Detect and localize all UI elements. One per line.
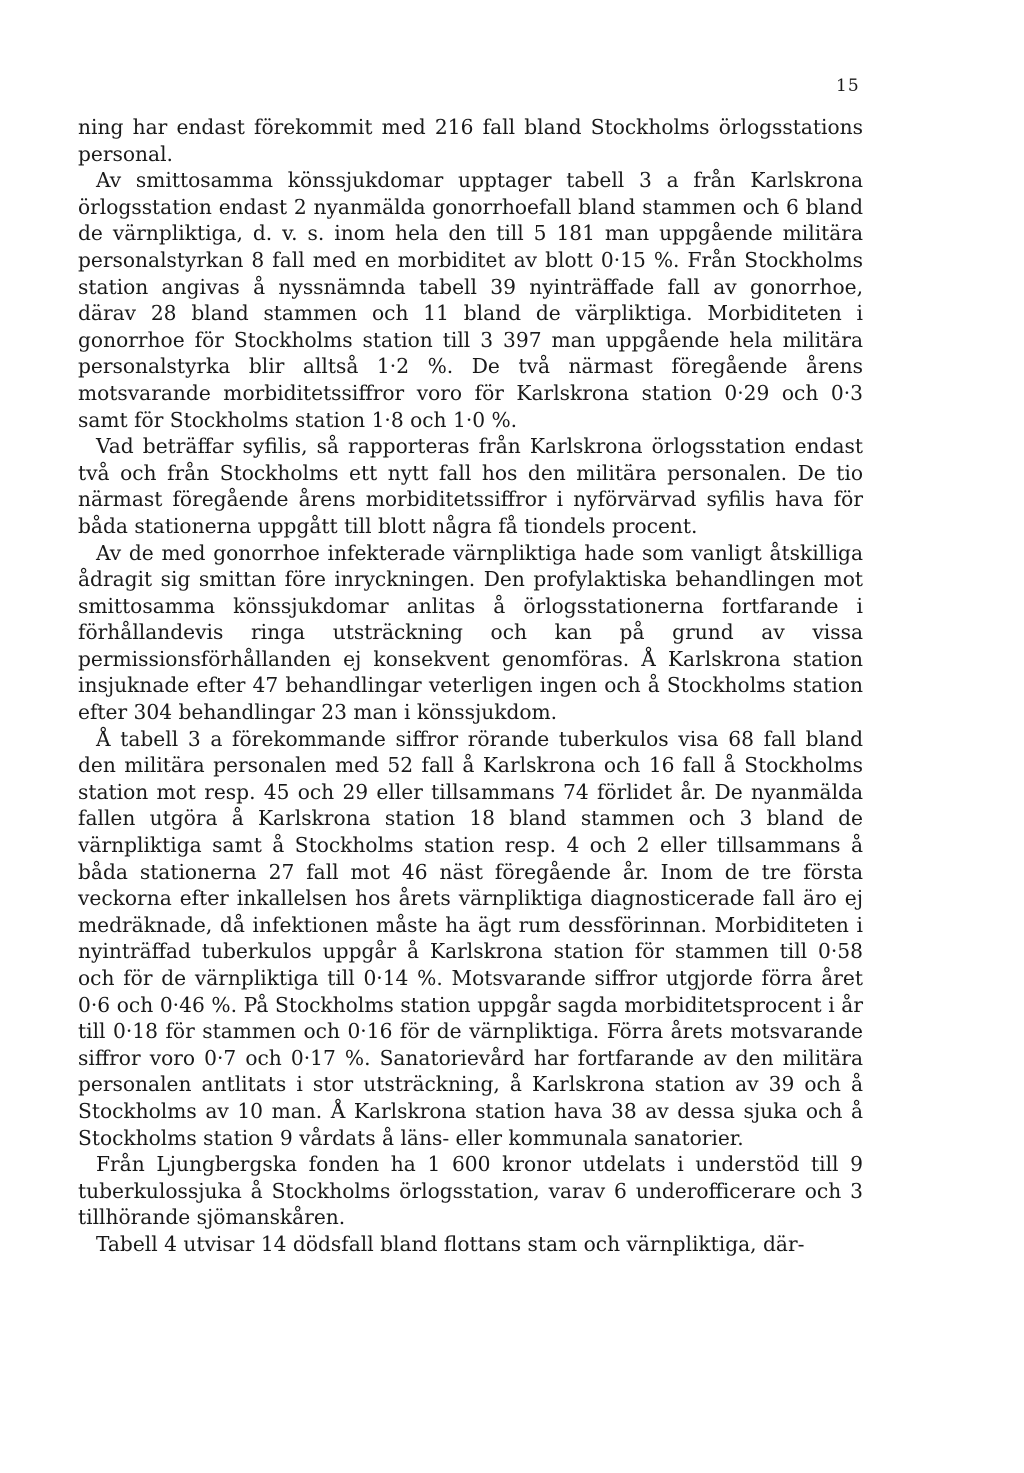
body-text bbox=[78, 114, 863, 1258]
paragraph-syfilis: Vad beträffar syfilis, så rapporteras från Karlskrona örlogsstation endast två och från Stockholms ett nytt fall hos den militära personalen. De tio närmast föregående årens morbiditetssiffror i nyförvärvad syfilis hava för båda stationerna uppgått till blott några få tiondels procent. bbox=[78, 434, 863, 538]
paragraph-profylax: Av de med gonorrhoe infekterade värnpliktiga hade som vanligt åtskilliga ådragit sig smittan före inryckningen. Den profylaktiska behandlingen mot smittosamma könssjukdomar anlitas å örlogsstationerna fortfarande i förhållandevis ringa utsträckning och kan på grund av vissa permissionsförhållanden ej konsekvent genomföras. Å Karlskrona station insjuknade efter 47 behandlingar veterligen ingen och å Stockholms station efter 304 behandlingar 23 man i könssjukdom. bbox=[78, 540, 863, 725]
paragraph-dodsfall: Tabell 4 utvisar 14 dödsfall bland flottans stam och värnpliktiga, där- bbox=[96, 1231, 805, 1256]
page-number: 15 bbox=[836, 76, 860, 96]
paragraph-gonorrhoe: Av smittosamma könssjukdomar upptager tabell 3 a från Karlskrona örlogsstation endast 2 nyanmälda gonorrhoefall bland stammen och 6 bland de värnpliktiga, d. v. s. inom hela den till 5 181 man uppgående militära personalstyrkan 8 fall med en morbiditet av blott 0·15 %. Från Stockholms station angivas å nyssnämnda tabell 39 nyinträffade fall av gonorrhoe, därav 28 bland stammen och 11 bland de värpliktiga. Morbiditeten i gonorrhoe för Stockholms station till 3 397 man uppgående hela militära personalstyrka blir alltså 1·2 %. De två närmast föregående årens motsvarande morbiditetssiffror voro för Karlskrona station 0·29 och 0·3 samt för Stockholms station 1·8 och 1·0 %. bbox=[78, 168, 863, 432]
paragraph-tuberkulos: Å tabell 3 a förekommande siffror rörande tuberkulos visa 68 fall bland den militära personalen med 52 fall å Karlskrona och 16 fall å Stockholms station mot resp. 45 och 29 eller tillsammans 74 förlidet år. De nyanmälda fallen utgöra å Karlskrona station 18 bland stammen och 3 bland de värnpliktiga samt å Stockholms station resp. 4 och 2 eller tillsammans å båda stationerna 27 fall mot 46 näst föregående år. Inom de tre första veckorna efter inkallelsen hos årets värnpliktiga diagnosticerade fall äro ej medräknade, då infektionen måste ha ägt rum dessförinnan. Morbiditeten i nyinträffad tuberkulos uppgår å Karlskrona station för stammen till 0·58 och för de värnpliktiga till 0·14 %. Motsvarande siffror utgjorde förra året 0·6 och 0·46 %. På Stockholms station uppgår sagda morbiditetsprocent i år till 0·18 för stammen och 0·16 för de värnpliktiga. Förra årets motsvarande siffror voro 0·7 och 0·17 %. Sanatorievård har fortfarande av den militära personalen antlitats i stor utsträckning, å Karlskrona station av 39 och å Stockholms av 10 man. Å Karlskrona station hava 38 av dessa sjuka och å Stockholms station 9 vårdats å läns- eller kommunala sanatorier. bbox=[78, 726, 863, 1150]
paragraph-ljungbergska-fonden: Från Ljungbergska fonden ha 1 600 kronor utdelats i understöd till 9 tuberkulossjuka å Stockholms örlogsstation, varav 6 underofficerare och 3 tillhörande sjömanskåren. bbox=[78, 1152, 863, 1230]
paragraph-continued: ning har endast förekommit med 216 fall bland Stockholms örlogsstations personal. bbox=[78, 115, 863, 166]
